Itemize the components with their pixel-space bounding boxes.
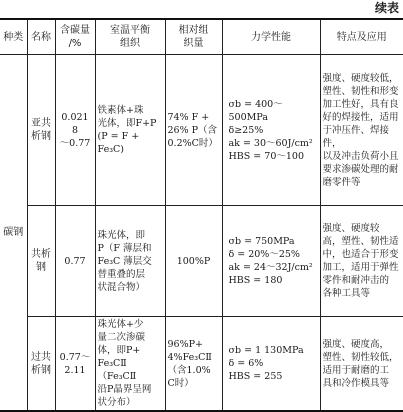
table-row xyxy=(0,206,403,317)
features-cell: 强度、硬度高， 塑性、韧性较低， 适用于耐磨的工 具和冷作模具等 xyxy=(320,317,403,412)
structure-cell: 珠光体+少 量二次渗碳 体，即P+ Fe₃CⅡ（Fe₃CⅡ 沿P晶界呈网 状分布） xyxy=(95,317,165,412)
mechanical-cell: σb = 750MPa δ = 20%～25% ak = 24～32J/cm² HBS = 180 xyxy=(222,206,320,317)
carbon-cell: 0.77～ 2.11 xyxy=(55,317,95,412)
table-row xyxy=(0,55,403,206)
structure-cell: 珠光体，即 P（F 薄层和 Fe₃C 薄层交 替重叠的层 状混合物） xyxy=(95,206,165,317)
ratio-cell: 100%P xyxy=(165,206,222,317)
continued-label: 续表 xyxy=(374,1,399,15)
category-cell: 碳钢 xyxy=(0,55,27,412)
name-cell: 共析 钢 xyxy=(27,206,55,317)
header-mechanical: 力学性能 xyxy=(222,19,320,55)
header-structure: 室温平衡 组织 xyxy=(95,19,165,55)
ratio-cell: 74% F + 26% P（含 0.2%C时） xyxy=(165,55,222,206)
mechanical-cell: σb = 400～500MPa δ≥25% ak = 30～60J/cm² HBS = 70～100 xyxy=(222,55,320,206)
header-features: 特点及应用 xyxy=(320,19,403,55)
table-row xyxy=(0,317,403,412)
steel-properties-table xyxy=(0,18,403,412)
mechanical-cell: σb = 1 130MPa δ = 6% HBS = 255 xyxy=(222,317,320,412)
ratio-cell: 96%P+ 4%Fe₃CⅡ （含1.0% C时） xyxy=(165,317,222,412)
structure-cell: 铁素体+珠 光体，即F+P (P = F + Fe₃C) xyxy=(95,55,165,206)
header-name: 名称 xyxy=(27,19,55,55)
header-carbon: 含碳量 /% xyxy=(55,19,95,55)
header-ratio: 相对组 织量 xyxy=(165,19,222,55)
carbon-cell: 0.021 8 ～0.77 xyxy=(55,55,95,206)
name-cell: 亚共 析钢 xyxy=(27,55,55,206)
features-cell: 强度、硬度较 高，塑性、韧性适 中，也适合于形变 加工，适用于弹性 零件和耐冲击的 各种工具等 xyxy=(320,206,403,317)
header-row xyxy=(0,19,403,55)
carbon-cell: 0.77 xyxy=(55,206,95,317)
header-type: 种类 xyxy=(0,19,27,55)
name-cell: 过共 析钢 xyxy=(27,317,55,412)
features-cell: 强度、硬度较低， 塑性、韧性和形变 加工性好，具有良 好的焊接性，适用 于冲压件、焊接件， 以及冲击负荷小且 要求渗碳处理的耐 磨零件等 xyxy=(320,55,403,206)
